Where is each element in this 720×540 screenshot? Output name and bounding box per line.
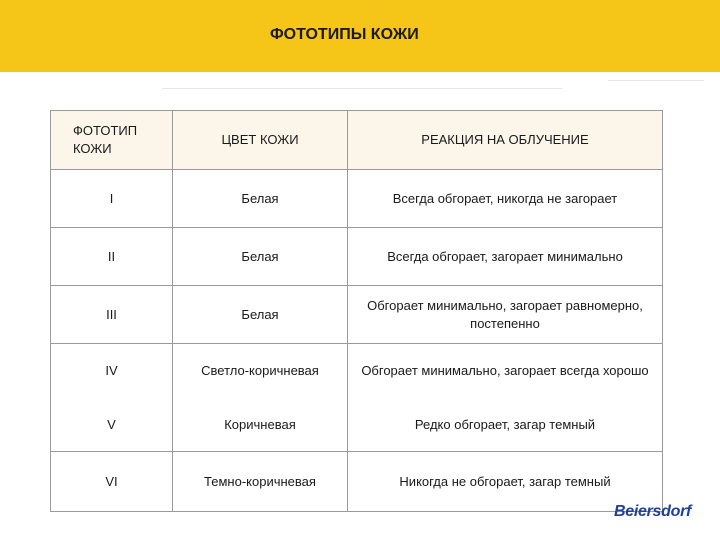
cell-phototype: I	[51, 170, 173, 228]
cell-color: Коричневая	[173, 398, 348, 452]
cell-reaction: Никогда не обгорает, загар темный	[348, 452, 663, 512]
table-row	[51, 170, 663, 228]
cell-reaction: Всегда обгорает, загорает минимально	[348, 228, 663, 286]
table-row	[51, 344, 663, 399]
beiersdorf-logo: Beiersdorf	[614, 503, 692, 520]
header-bar	[0, 0, 720, 72]
divider-line-short	[608, 80, 704, 81]
cell-reaction: Обгорает минимально, загорает всегда хорошо	[348, 344, 663, 399]
page-title: ФОТОТИПЫ КОЖИ	[270, 26, 419, 43]
table-header-row	[51, 111, 663, 170]
cell-reaction: Обгорает минимально, загорает равномерно, постепенно	[348, 286, 663, 344]
table-row	[51, 452, 663, 512]
cell-color: Белая	[173, 170, 348, 228]
cell-color: Белая	[173, 286, 348, 344]
table-row	[51, 228, 663, 286]
cell-phototype: IV	[51, 344, 173, 399]
cell-color: Темно-коричневая	[173, 452, 348, 512]
column-header-color: ЦВЕТ КОЖИ	[173, 111, 348, 170]
column-header-phototype: ФОТОТИП КОЖИ	[51, 111, 173, 170]
cell-phototype: III	[51, 286, 173, 344]
cell-reaction: Редко обгорает, загар темный	[348, 398, 663, 452]
cell-color: Светло-коричневая	[173, 344, 348, 399]
column-header-reaction: РЕАКЦИЯ НА ОБЛУЧЕНИЕ	[348, 111, 663, 170]
cell-reaction: Всегда обгорает, никогда не загорает	[348, 170, 663, 228]
cell-phototype: V	[51, 398, 173, 452]
table-row	[51, 286, 663, 344]
cell-phototype: II	[51, 228, 173, 286]
phototypes-table	[50, 110, 663, 512]
cell-color: Белая	[173, 228, 348, 286]
table-row	[51, 398, 663, 452]
cell-phototype: VI	[51, 452, 173, 512]
divider-line	[162, 88, 562, 89]
